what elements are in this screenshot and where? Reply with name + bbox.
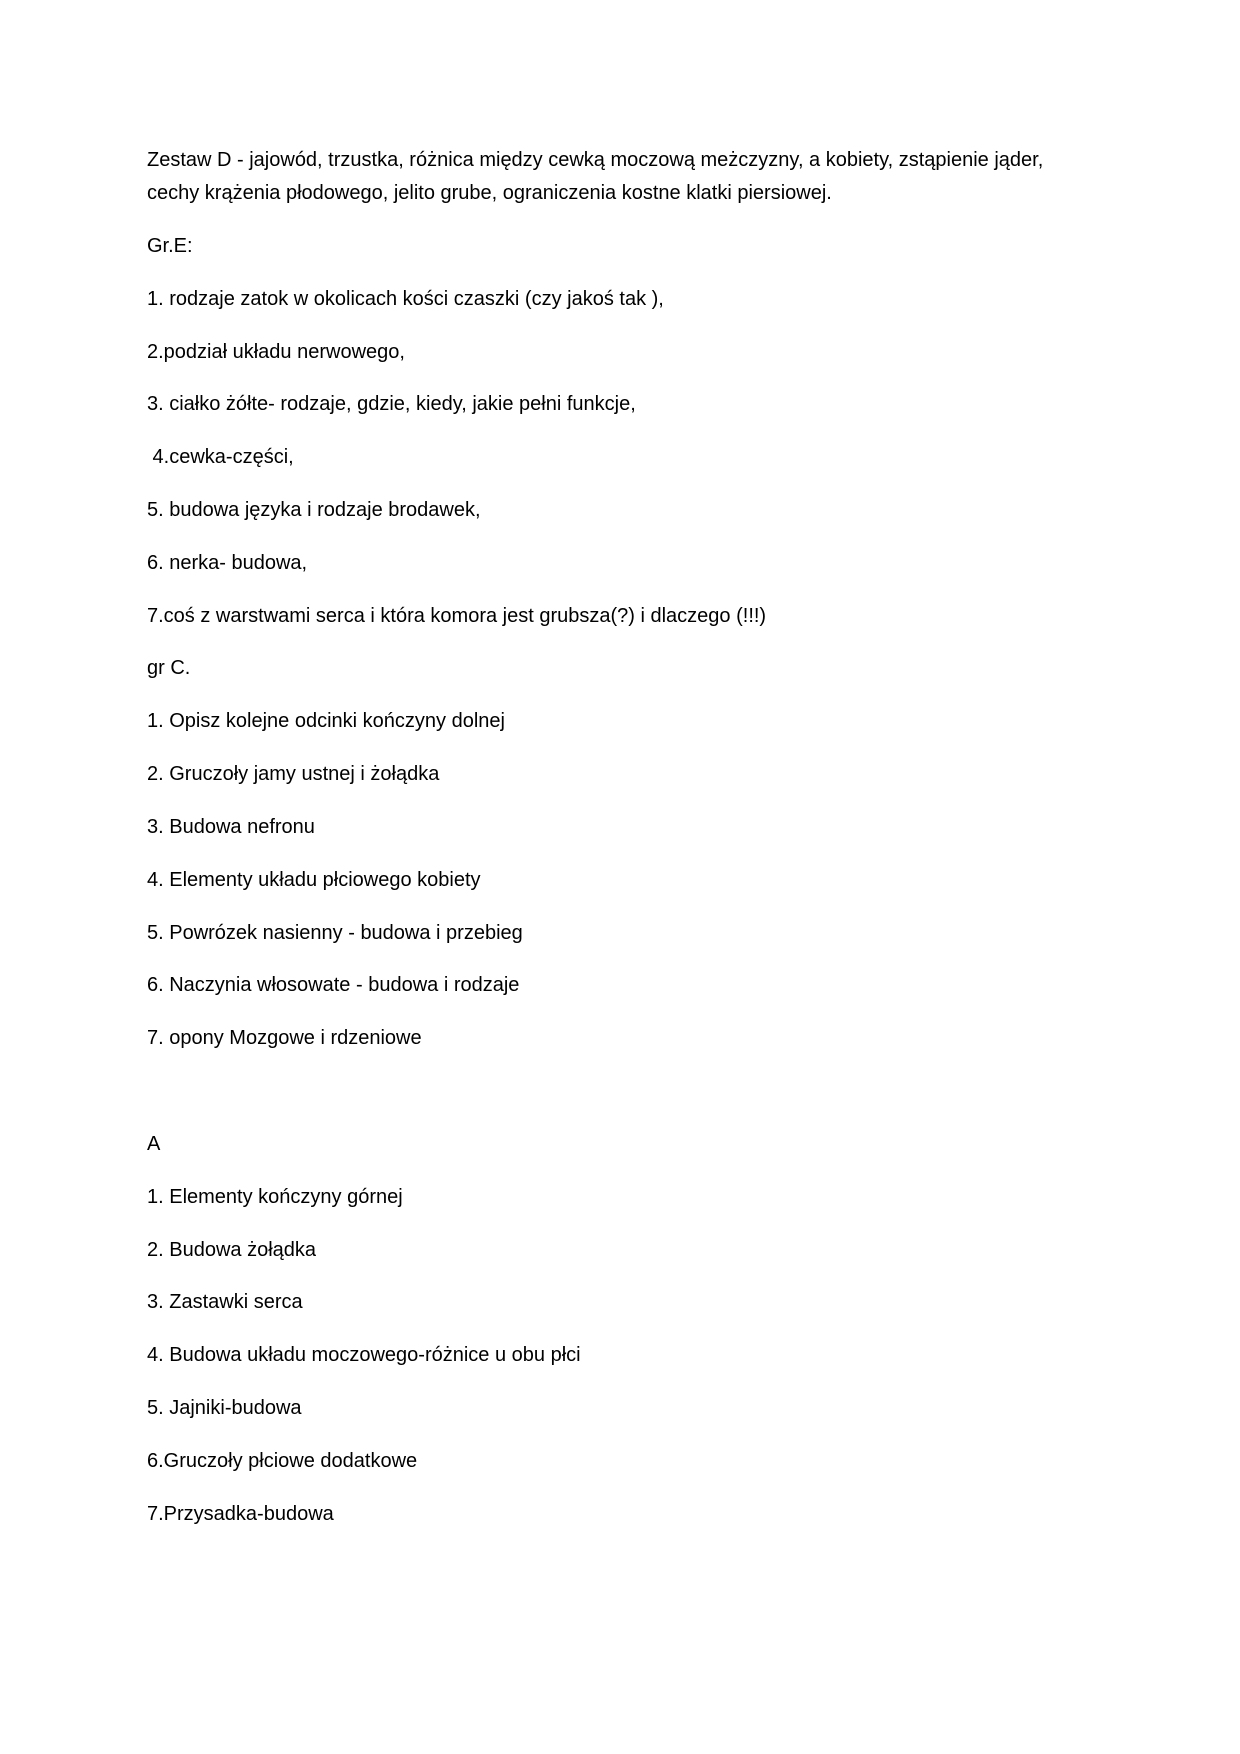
list-item: 4.cewka-części, [147, 446, 294, 468]
list-item: 6. nerka- budowa, [147, 552, 308, 574]
list-item: 1. rodzaje zatok w okolicach kości czaszki (czy jakoś tak ), [147, 288, 664, 310]
list-item: 6. Naczynia włosowate - budowa i rodzaje [147, 974, 520, 996]
list-item: 2. Gruczoły jamy ustnej i żołądka [147, 763, 440, 785]
list-item: 5. Powrózek nasienny - budowa i przebieg [147, 922, 523, 944]
list-item: 7.coś z warstwami serca i która komora jest grubsza(?) i dlaczego (!!!) [147, 605, 767, 627]
list-item: 2.podział układu nerwowego, [147, 341, 405, 363]
list-item: 3. Budowa nefronu [147, 816, 315, 838]
list-item: 2. Budowa żołądka [147, 1239, 317, 1261]
list-item: 3. Zastawki serca [147, 1291, 303, 1313]
list-item: 3. ciałko żółte- rodzaje, gdzie, kiedy, jakie pełni funkcje, [147, 393, 636, 415]
list-item: 1. Elementy kończyny górnej [147, 1186, 403, 1208]
group-e-heading: Gr.E: [147, 235, 193, 257]
list-item: 5. budowa języka i rodzaje brodawek, [147, 499, 481, 521]
list-item: 4. Elementy układu płciowego kobiety [147, 869, 481, 891]
group-c-heading: gr C. [147, 657, 191, 679]
list-item: 1. Opisz kolejne odcinki kończyny dolnej [147, 710, 505, 732]
list-item: 7. opony Mozgowe i rdzeniowe [147, 1027, 422, 1049]
intro-line-1: Zestaw D - jajowód, trzustka, różnica między cewką moczową meżczyzny, a kobiety, zstąpienie jąder, [147, 149, 1044, 171]
intro-line-2: cechy krążenia płodowego, jelito grube, ograniczenia kostne klatki piersiowej. [147, 182, 832, 204]
group-a-heading: A [147, 1133, 161, 1155]
list-item: 4. Budowa układu moczowego-różnice u obu płci [147, 1344, 581, 1366]
list-item: 7.Przysadka-budowa [147, 1503, 334, 1525]
list-item: 6.Gruczoły płciowe dodatkowe [147, 1450, 418, 1472]
list-item: 5. Jajniki-budowa [147, 1397, 302, 1419]
